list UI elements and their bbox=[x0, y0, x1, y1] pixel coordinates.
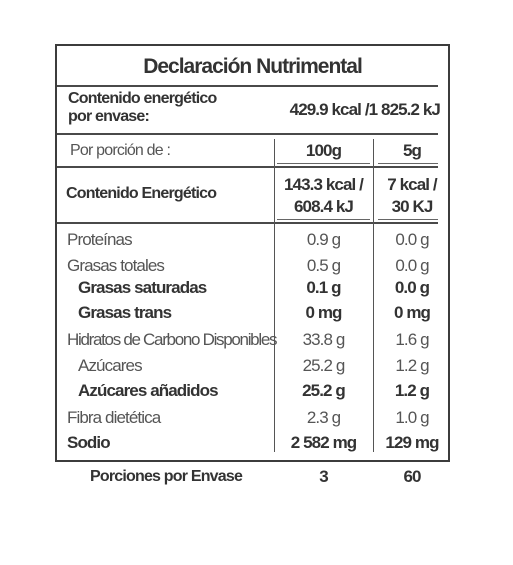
nutrient-value-col1: 25.2 g bbox=[302, 356, 345, 375]
nutrient-value-col2: 1.2 g bbox=[395, 356, 429, 375]
energy-row-label: Contenido Energético bbox=[66, 185, 217, 202]
energy-underline-col2 bbox=[378, 219, 438, 220]
nutrient-value-col2: 1.2 g bbox=[394, 381, 430, 400]
nutrient-value-col1: 2.3 g bbox=[306, 408, 341, 427]
nutrient-value-col2: 0 mg bbox=[393, 303, 431, 322]
energy-total-label-line2: por envase: bbox=[68, 108, 150, 125]
energy-total-label-line1: Contenido energético bbox=[68, 90, 217, 107]
energy-col2-line1: 7 kcal / bbox=[387, 175, 437, 194]
nutrient-label-saturated-fat: Grasas saturadas bbox=[78, 278, 207, 297]
nutrient-label-added-sugars: Azúcares añadidos bbox=[78, 381, 218, 400]
nutrient-label-trans-fat: Grasas trans bbox=[78, 303, 172, 322]
column-header-100g: 100g bbox=[305, 141, 342, 160]
nutrient-label-fiber: Fibra dietética bbox=[67, 408, 161, 427]
energy-underline-col1 bbox=[277, 219, 370, 220]
column-separator bbox=[373, 139, 374, 452]
nutrient-label-proteins: Proteínas bbox=[67, 230, 132, 249]
nutrient-label-sugars: Azúcares bbox=[78, 356, 142, 375]
divider bbox=[57, 166, 438, 168]
energy-col1-line1: 143.3 kcal / bbox=[284, 175, 363, 194]
nutrient-value-col1: 0.1 g bbox=[306, 278, 341, 297]
header-underline-col1 bbox=[277, 163, 370, 164]
divider bbox=[57, 222, 438, 224]
nutrient-value-col2: 1.6 g bbox=[395, 330, 429, 349]
divider bbox=[57, 85, 438, 87]
nutrient-label-carbohydrates: Hidratos de Carbono Disponibles bbox=[67, 330, 277, 349]
nutrient-label-sodium: Sodio bbox=[67, 433, 110, 452]
nutrient-value-col2: 0.0 g bbox=[394, 278, 430, 297]
portion-label: Por porción de : bbox=[70, 142, 171, 159]
energy-col1-line2: 608.4 kJ bbox=[294, 197, 353, 216]
nutrient-label-total-fat: Grasas totales bbox=[67, 256, 165, 275]
servings-per-container-label: Porciones por Envase bbox=[90, 468, 243, 485]
header-underline-col2 bbox=[378, 163, 438, 164]
nutrient-value-col1: 33.8 g bbox=[302, 330, 345, 349]
nutrient-value-col2: 0.0 g bbox=[395, 256, 429, 275]
nutrient-value-col1: 2 582 mg bbox=[290, 433, 357, 452]
servings-per-container-col1: 3 bbox=[319, 467, 328, 486]
panel-title: Declaración Nutrimental bbox=[143, 55, 362, 78]
nutrient-value-col1: 25.2 g bbox=[302, 381, 345, 400]
column-header-5g: 5g bbox=[402, 141, 422, 160]
nutrient-value-col2: 0.0 g bbox=[395, 230, 429, 249]
nutrient-value-col2: 1.0 g bbox=[395, 408, 429, 427]
servings-per-container-col2: 60 bbox=[403, 467, 421, 486]
nutrient-value-col1: 0.9 g bbox=[306, 230, 341, 249]
nutrient-value-col2: 129 mg bbox=[385, 433, 439, 452]
divider bbox=[57, 133, 438, 135]
nutrient-value-col1: 0 mg bbox=[305, 303, 342, 322]
energy-col2-line2: 30 KJ bbox=[391, 197, 433, 216]
nutrient-value-col1: 0.5 g bbox=[306, 256, 341, 275]
energy-total-value: 429.9 kcal /1 825.2 kJ bbox=[289, 100, 440, 119]
column-separator bbox=[274, 139, 275, 452]
